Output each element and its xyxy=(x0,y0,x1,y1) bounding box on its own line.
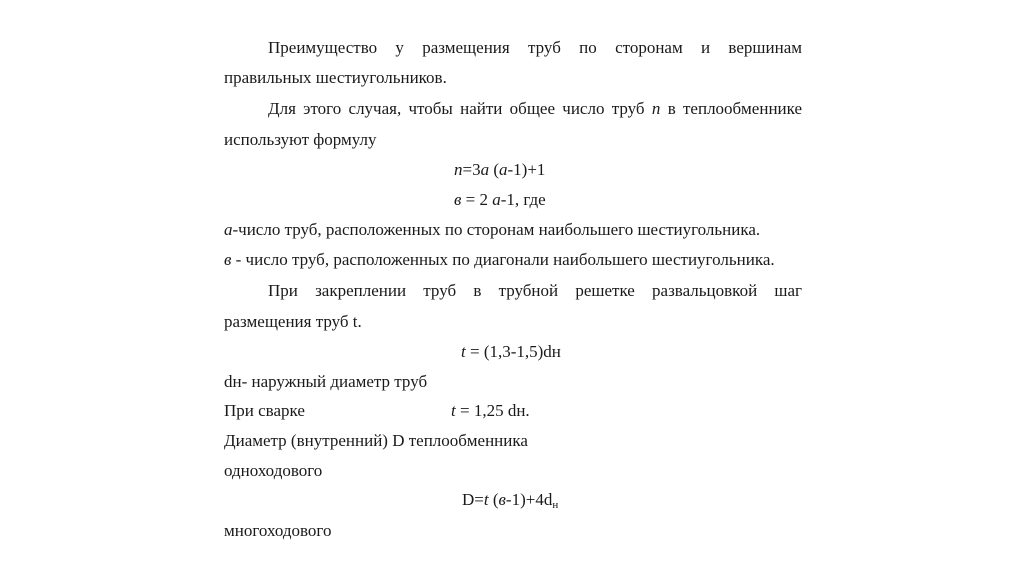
paragraph-1-line-2: правильных шестиугольников. xyxy=(224,68,447,87)
definition-a xyxy=(224,220,760,240)
paragraph-2-line-1 xyxy=(268,99,802,119)
variable-n: n xyxy=(651,99,661,118)
definition-var: a xyxy=(224,220,233,239)
paragraph-3-line-1: При закреплении труб в трубной решетке развальцовкой шаг xyxy=(268,281,802,300)
formula-part: = 1,25 dн. xyxy=(455,401,530,420)
formula-part: D= xyxy=(462,490,484,509)
formula-var: t xyxy=(451,401,456,420)
formula-part: = 2 xyxy=(461,190,493,209)
single-pass-label: одноходового xyxy=(224,461,323,480)
formula-d xyxy=(462,490,558,515)
definition-var: в xyxy=(224,250,232,269)
formula-part: -1)+1 xyxy=(507,160,546,179)
formula-subscript: н xyxy=(552,499,559,511)
formula-var: в xyxy=(498,490,506,509)
formula-var: a xyxy=(499,160,508,179)
formula-part: =3 xyxy=(462,160,481,179)
dn-definition: dн- наружный диаметр труб xyxy=(224,372,428,391)
formula-var: в xyxy=(454,190,462,209)
welding-formula xyxy=(451,401,530,421)
formula-n xyxy=(454,160,545,180)
text-segment: в теплообменнике xyxy=(667,99,803,118)
formula-part: -1)+4d xyxy=(505,490,553,509)
paragraph-2-line-2: используют формулу xyxy=(224,130,377,149)
formula-var: t xyxy=(483,490,489,509)
diameter-line: Диаметр (внутренний) D теплообменника xyxy=(224,431,528,450)
formula-var: a xyxy=(480,160,490,179)
formula-part: -1, где xyxy=(500,190,546,209)
formula-var: t xyxy=(461,342,466,361)
paragraph-3-line-2: размещения труб t. xyxy=(224,312,362,331)
multi-pass-label: многоходового xyxy=(224,521,332,540)
formula-part: ( xyxy=(489,160,500,179)
formula-part: = (1,3-1,5)dн xyxy=(465,342,561,361)
definition-v xyxy=(224,250,775,270)
definition-text: - число труб, расположенных по диагонали наибольшего шестиугольника. xyxy=(231,250,775,269)
formula-v xyxy=(454,190,546,210)
text-segment: Для этого случая, чтобы найти общее число труб xyxy=(268,99,645,118)
formula-var: n xyxy=(454,160,463,179)
formula-var: a xyxy=(492,190,501,209)
definition-text: -число труб, расположенных по сторонам наибольшего шестиугольника. xyxy=(232,220,761,239)
formula-t xyxy=(461,342,561,362)
paragraph-1-line-1: Преимущество у размещения труб по сторонам и вершинам xyxy=(268,38,802,57)
welding-label: При сварке xyxy=(224,401,305,420)
formula-part: ( xyxy=(488,490,499,509)
